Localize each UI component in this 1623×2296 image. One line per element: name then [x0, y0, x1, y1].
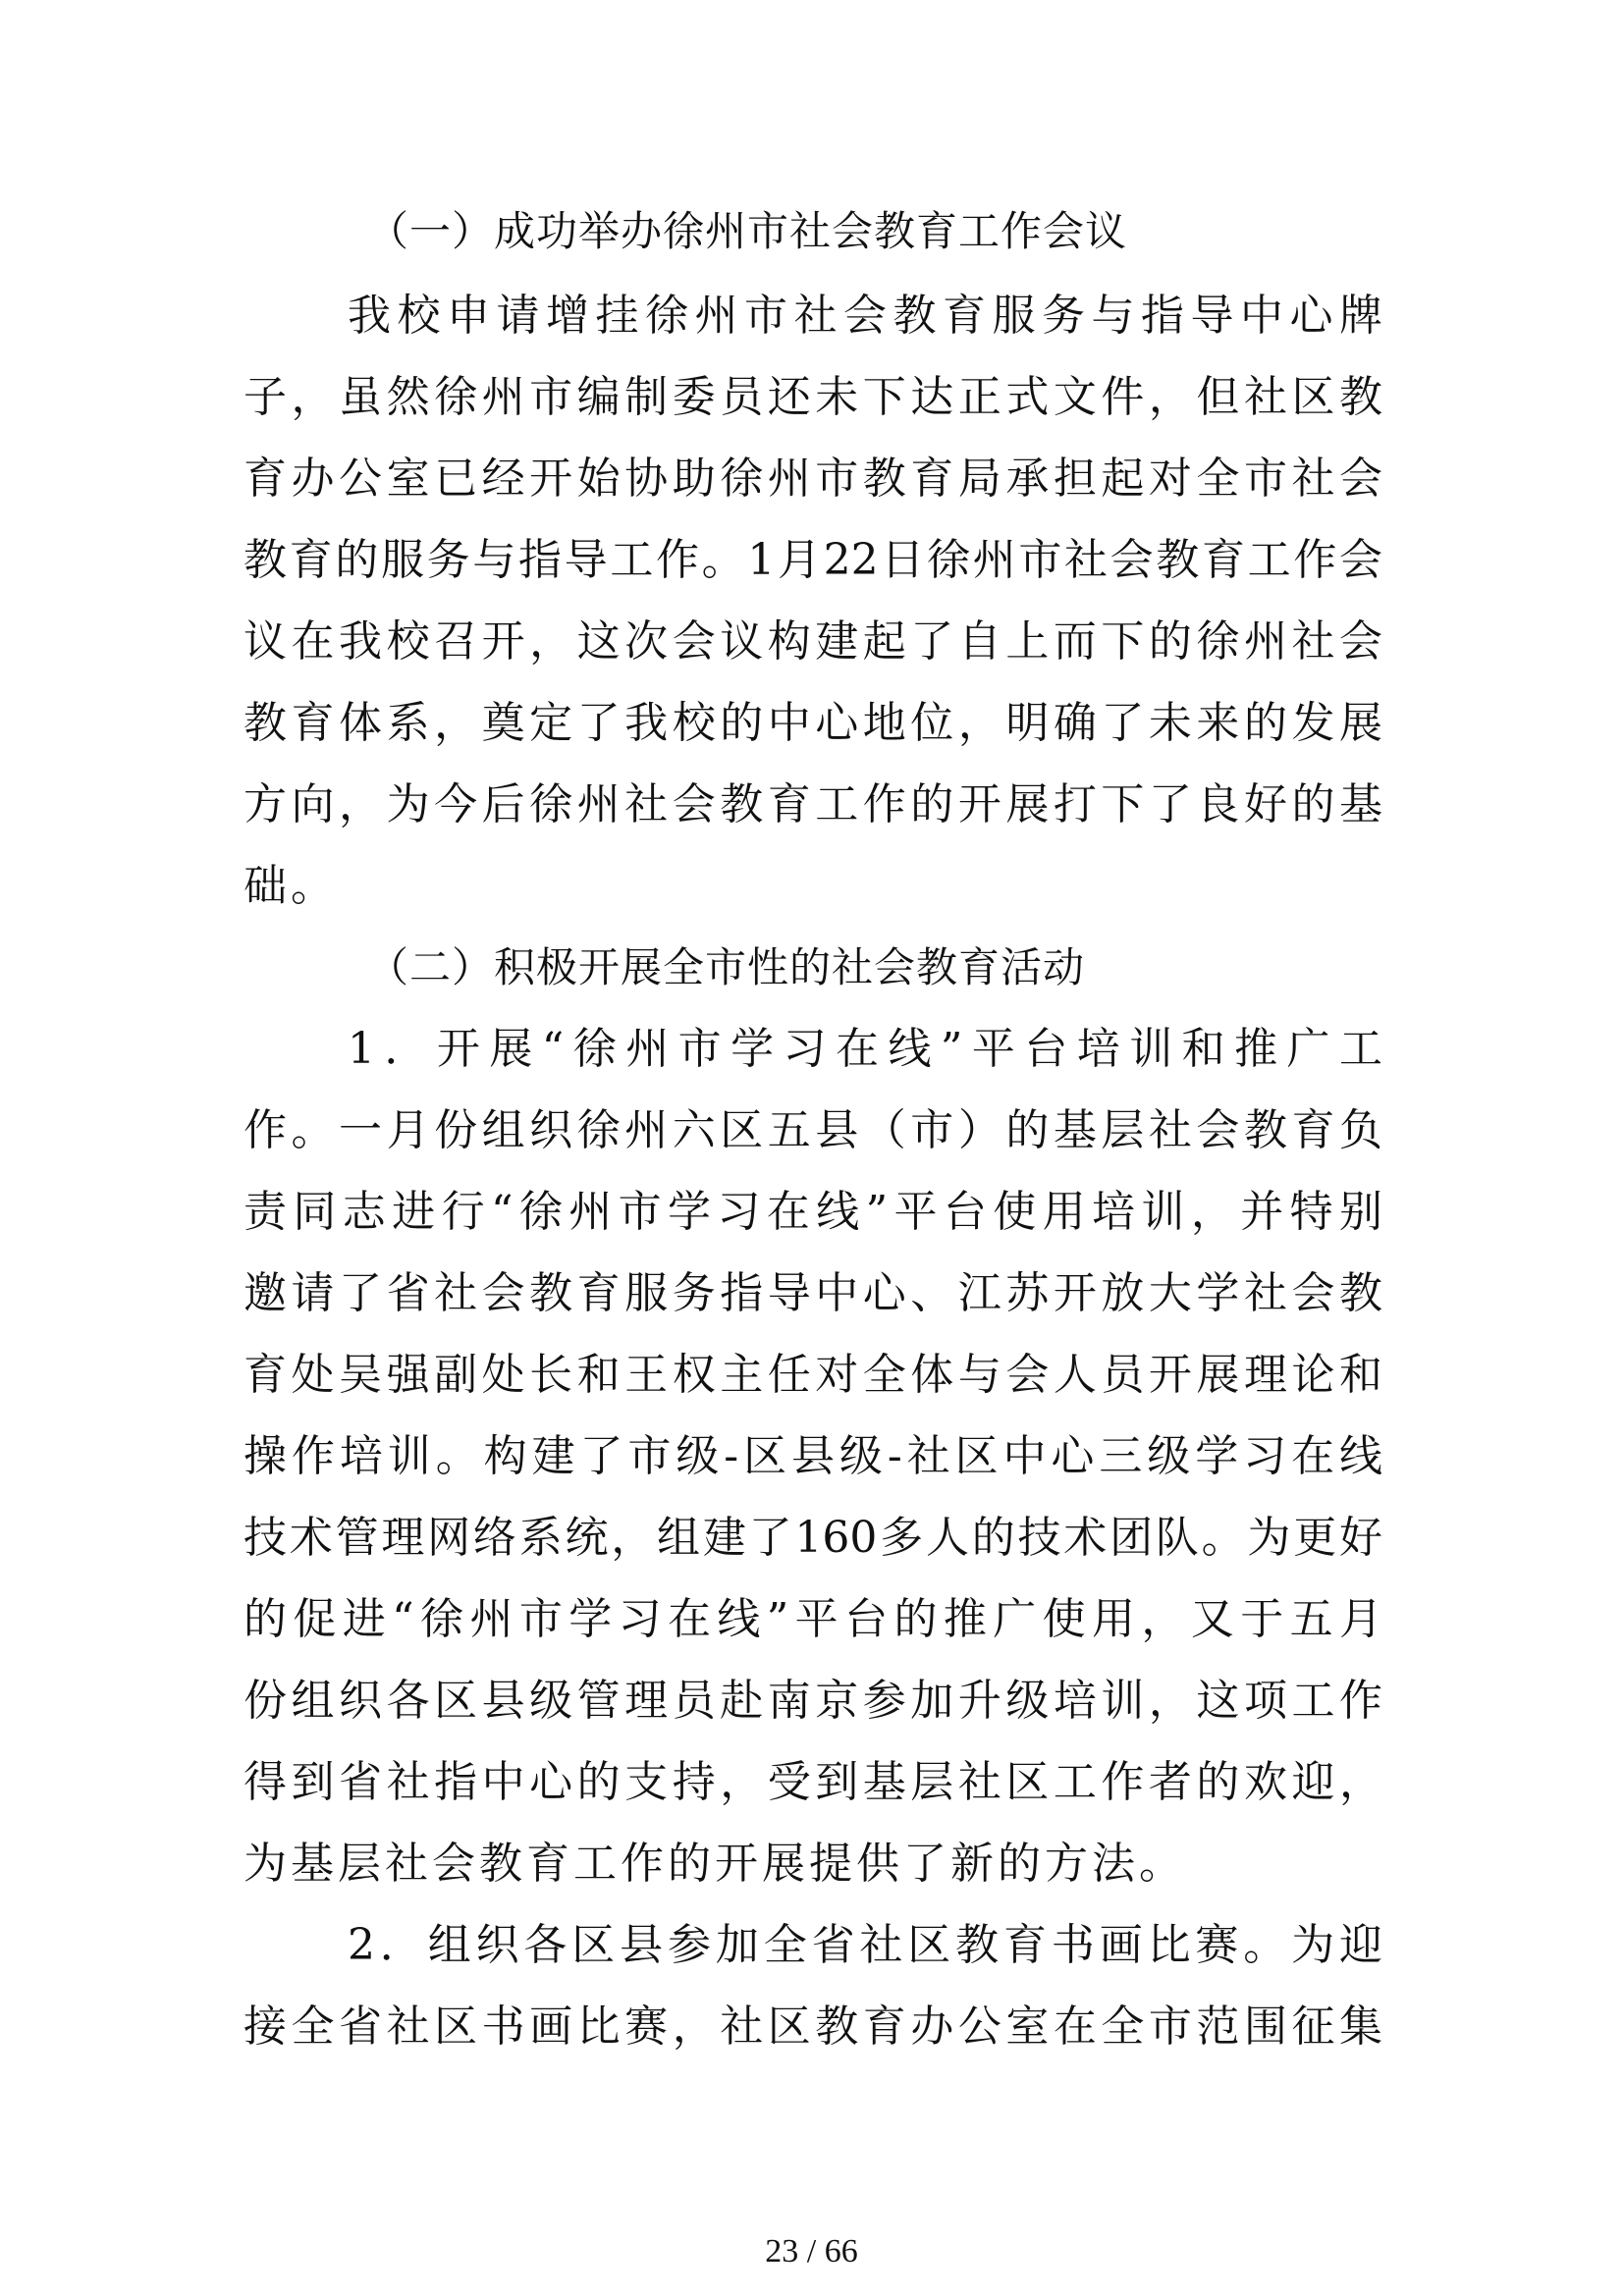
paragraph-line: 责同志进行“徐州市学习在线”平台使用培训，并特别	[243, 1187, 1382, 1237]
paragraph-line: 育办公室已经开始协助徐州市教育局承担起对全市社会	[243, 454, 1382, 504]
section-heading-2: （二）积极开展全市性的社会教育活动	[367, 943, 1086, 991]
paragraph-line: 议在我校召开，这次会议构建起了自上而下的徐州社会	[243, 616, 1382, 667]
paragraph-line: 方向，为今后徐州社会教育工作的开展打下了良好的基	[243, 779, 1382, 829]
paragraph-line: 教育体系，奠定了我校的中心地位，明确了未来的发展	[243, 698, 1382, 748]
paragraph-line: 技术管理网络系统，组建了160多人的技术团队。为更好	[243, 1513, 1382, 1563]
paragraph-line: 得到省社指中心的支持，受到基层社区工作者的欢迎，	[243, 1757, 1382, 1807]
section-2-paragraph-2	[243, 1904, 1382, 2067]
paragraph-line: 接全省社区书画比赛，社区教育办公室在全市范围征集	[243, 2002, 1382, 2052]
paragraph-line: 教育的服务与指导工作。1月22日徐州市社会教育工作会	[243, 535, 1382, 585]
page-content	[243, 190, 1382, 2067]
paragraph-line: 子，虽然徐州市编制委员还未下达正式文件，但社区教	[243, 372, 1382, 422]
section-1-paragraph-1	[243, 275, 1382, 927]
paragraph-line: 为基层社会教育工作的开展提供了新的方法。	[243, 1839, 1186, 1889]
paragraph-line: 1．开展“徐州市学习在线”平台培训和推广工	[348, 1024, 1382, 1074]
paragraph-line: 2．组织各区县参加全省社区教育书画比赛。为迎	[348, 1920, 1382, 1970]
paragraph-line: 的促进“徐州市学习在线”平台的推广使用，又于五月	[243, 1594, 1382, 1644]
paragraph-line: 础。	[243, 861, 338, 911]
paragraph-line: 操作培训。构建了市级-区县级-社区中心三级学习在线	[243, 1431, 1382, 1481]
page-number: 23 / 66	[765, 2233, 858, 2269]
paragraph-line: 份组织各区县级管理员赴南京参加升级培训，这项工作	[243, 1676, 1382, 1726]
paragraph-line: 我校申请增挂徐州市社会教育服务与指导中心牌	[348, 291, 1382, 341]
section-2-paragraph-1	[243, 1008, 1382, 1904]
paragraph-line: 邀请了省社会教育服务指导中心、江苏开放大学社会教	[243, 1268, 1382, 1318]
section-heading-1: （一）成功举办徐州市社会教育工作会议	[367, 207, 1128, 255]
paragraph-line: 作。一月份组织徐州六区五县（市）的基层社会教育负	[243, 1105, 1382, 1155]
paragraph-line: 育处吴强副处长和王权主任对全体与会人员开展理论和	[243, 1350, 1382, 1400]
